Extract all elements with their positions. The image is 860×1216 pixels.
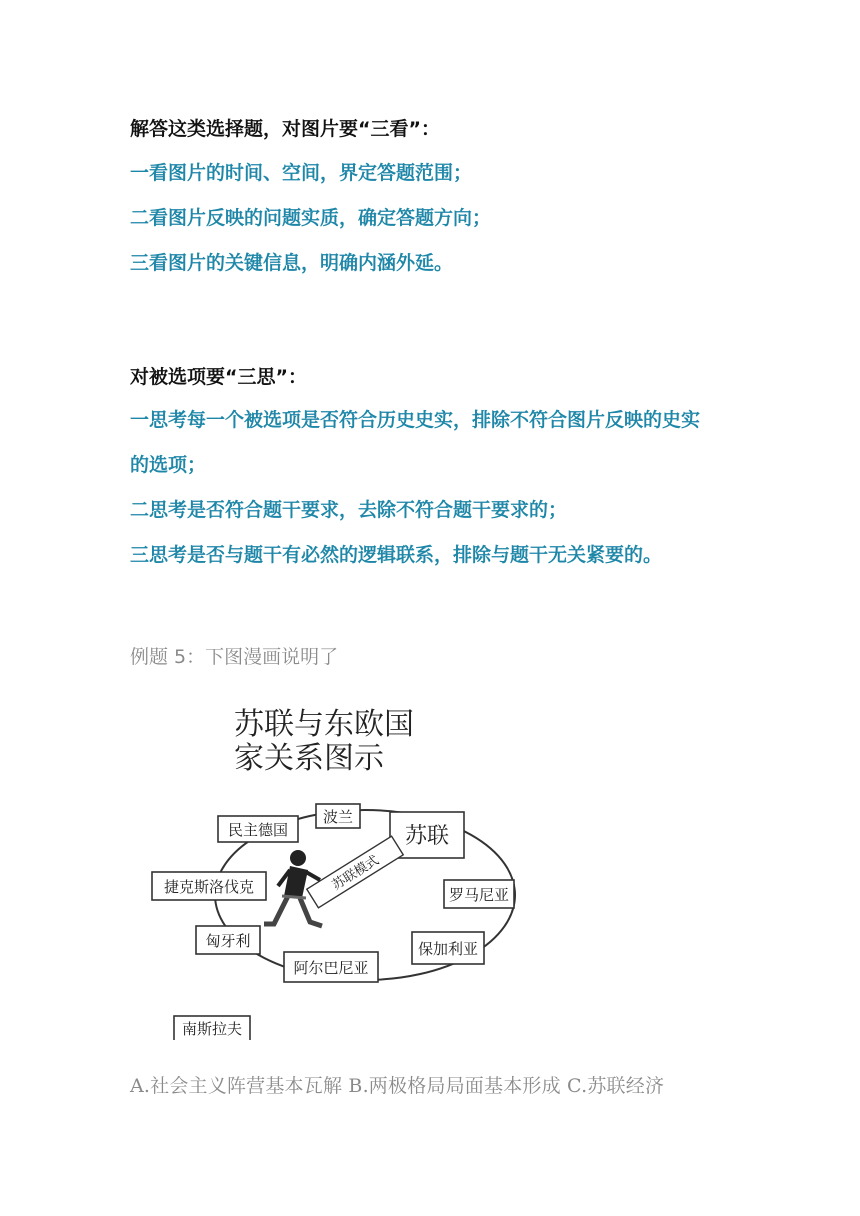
section1-item-3: 三看图片的关键信息，明确内涵外延。 (130, 252, 454, 274)
soviet-model-band (307, 836, 403, 908)
romania-label: 罗马尼亚 (448, 886, 510, 904)
hungary-label: 匈牙利 (205, 932, 251, 950)
section2-heading: 对被选项要“三思”： (130, 366, 307, 388)
albania-label: 阿尔巴尼亚 (293, 959, 369, 977)
cartoon-svg (150, 700, 522, 1040)
gdr-label: 民主德国 (227, 821, 289, 839)
section2-item-1: 一思考每一个被选项是否符合历史史实，排除不符合图片反映的史实 (130, 409, 701, 431)
section2-item-1-cont: 的选项； (130, 454, 207, 476)
bulgaria-label: 保加利亚 (417, 940, 479, 958)
section2-item-3: 三思考是否与题干有必然的逻辑联系，排除与题干无关紧要的。 (130, 544, 663, 566)
example-question: 例题 5：下图漫画说明了 (130, 646, 339, 668)
section2-item-2: 二思考是否符合题干要求，去除不符合题干要求的； (130, 499, 568, 521)
cartoon-figure (150, 700, 522, 1040)
section1-item-2: 二看图片反映的问题实质，确定答题方向； (130, 207, 492, 229)
czech-label: 捷克斯洛伐克 (163, 878, 255, 896)
soviet-model-label: 苏联模式 (329, 853, 382, 894)
answer-options: A.社会主义阵营基本瓦解 B.两极格局局面基本形成 C.苏联经济 (130, 1075, 665, 1097)
cartoon-title-line1: 苏联与东欧国 (234, 707, 414, 742)
section1-heading: 解答这类选择题，对图片要“三看”： (130, 118, 440, 140)
section1-item-1: 一看图片的时间、空间，界定答题范围； (130, 162, 473, 184)
ussr-label: 苏联 (404, 824, 450, 849)
poland-label: 波兰 (322, 808, 354, 826)
cartoon-title-line2: 家关系图示 (234, 741, 384, 776)
yugoslavia-label: 南斯拉夫 (181, 1020, 243, 1038)
